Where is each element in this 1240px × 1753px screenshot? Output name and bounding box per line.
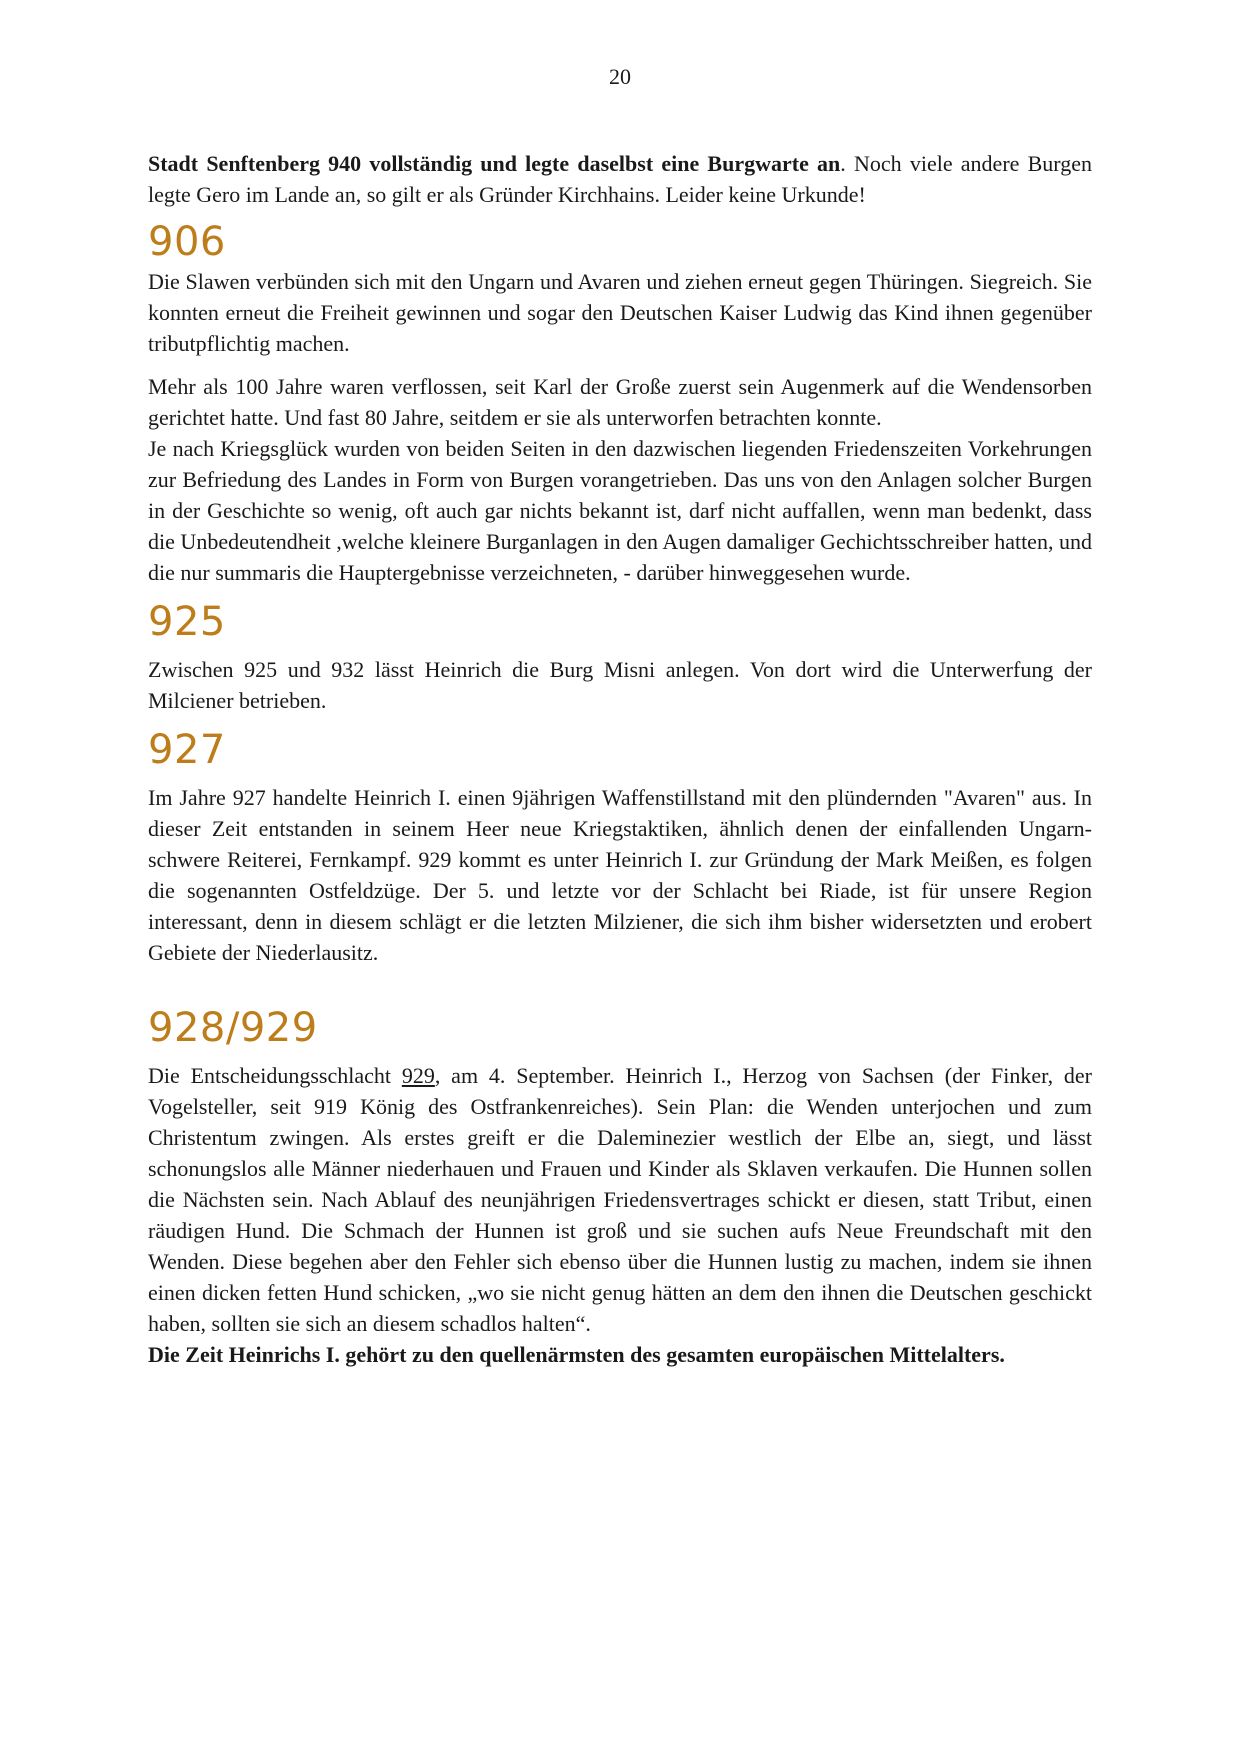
intro-text: . Noch viele andere Burgen legte Gero im Lande an, so gilt er als Gründer Kirchhains. Leider keine Urkunde!	[148, 151, 1092, 207]
intro-paragraph	[148, 148, 1092, 210]
paragraph-928-1	[148, 1060, 1092, 1339]
year-929-link[interactable]: 929	[401, 1063, 435, 1088]
year-heading-925: 925	[148, 599, 226, 645]
paragraph-927-1: Im Jahre 927 handelte Heinrich I. einen 9jährigen Waffenstillstand mit den plündernden "Avaren" aus. In dieser Zeit entstanden in seinem Heer neue Kriegstaktiken, ähnlich denen der einfallenden Ungarn- schwere Reiterei, Fernkampf. 929 kommt es unter Heinrich I. zur Gründung der Mark Meißen, es folgen die sogenannten Ostfeldzüge. Der 5. und letzte vor der Schlacht bei Riade, ist für unsere Region interessant, denn in diesem schlägt er die letzten Milziener, die sich ihm bisher widersetzten und erobert Gebiete der Niederlausitz.	[148, 785, 1092, 965]
paragraph-928-1-rest: , am 4. September. Heinrich I., Herzog von Sachsen (der Finker, der Vogelsteller, seit 919 König des Ostfrankenreiches). Sein Plan: die Wenden unterjochen und zum Christentum zwingen. Als erstes greift er die Daleminezier westlich der Elbe an, siegt, und lässt schonungslos alle Männer niederhauen und Frauen und Kinder als Sklaven verkaufen. Die Hunnen sollen die Nächsten sein. Nach Ablauf des neunjährigen Friedensvertrages schickt er diesen, statt Tribut, einen räudigen Hund. Die Schmach der Hunnen ist groß und sie suchen aufs Neue Freundschaft mit den Wenden. Diese begehen aber den Fehler sich ebenso über die Hunnen lustig zu machen, indem sie ihnen einen dicken fetten Hund schicken, „wo sie nicht genug hätten an dem den ihnen die Deutschen geschickt haben, sollten sie sich an diesem schadlos halten“.	[148, 1063, 1092, 1336]
paragraph-906-2: Mehr als 100 Jahre waren verflossen, seit Karl der Große zuerst sein Augenmerk auf die Wendensorben gerichtet hatte. Und fast 80 Jahre, seitdem er sie als unterworfen betrachten konnte.	[148, 374, 1092, 430]
page-number: 20	[609, 64, 631, 89]
intro-bold-text: Stadt Senftenberg 940 vollständig und legte daselbst eine Burgwarte an	[148, 151, 841, 176]
year-heading-906: 906	[148, 219, 226, 265]
year-heading-928-929: 928/929	[148, 1005, 318, 1051]
paragraph-928-2-bold: Die Zeit Heinrichs I. gehört zu den quellenärmsten des gesamten europäischen Mittelalters.	[148, 1342, 1005, 1367]
paragraph-928-1-start: Die Entscheidungsschlacht	[148, 1063, 402, 1088]
paragraph-906-1: Die Slawen verbünden sich mit den Ungarn und Avaren und ziehen erneut gegen Thüringen. Siegreich. Sie konnten erneut die Freiheit gewinnen und sogar den Deutschen Kaiser Ludwig das Kind ihnen gegenüber tributpflichtig machen.	[148, 269, 1092, 356]
paragraph-906-3: Je nach Kriegsglück wurden von beiden Seiten in den dazwischen liegenden Friedenszeiten Vorkehrungen zur Befriedung des Landes in Form von Burgen vorangetrieben. Das uns von den Anlagen solcher Burgen in der Geschichte so wenig, oft auch gar nichts bekannt ist, darf nicht auffallen, wenn man bedenkt, dass die Unbedeutendheit ,welche kleinere Burganlagen in den Augen damaliger Gechichtsschreiber hatten, und die nur summaris die Hauptergebnisse verzeichneten, - darüber hinweggesehen wurde.	[148, 436, 1092, 585]
year-heading-927: 927	[148, 727, 226, 773]
paragraph-925-1: Zwischen 925 und 932 lässt Heinrich die Burg Misni anlegen. Von dort wird die Unterwerfung der Milciener betrieben.	[148, 657, 1092, 713]
page-content	[148, 148, 1092, 1370]
